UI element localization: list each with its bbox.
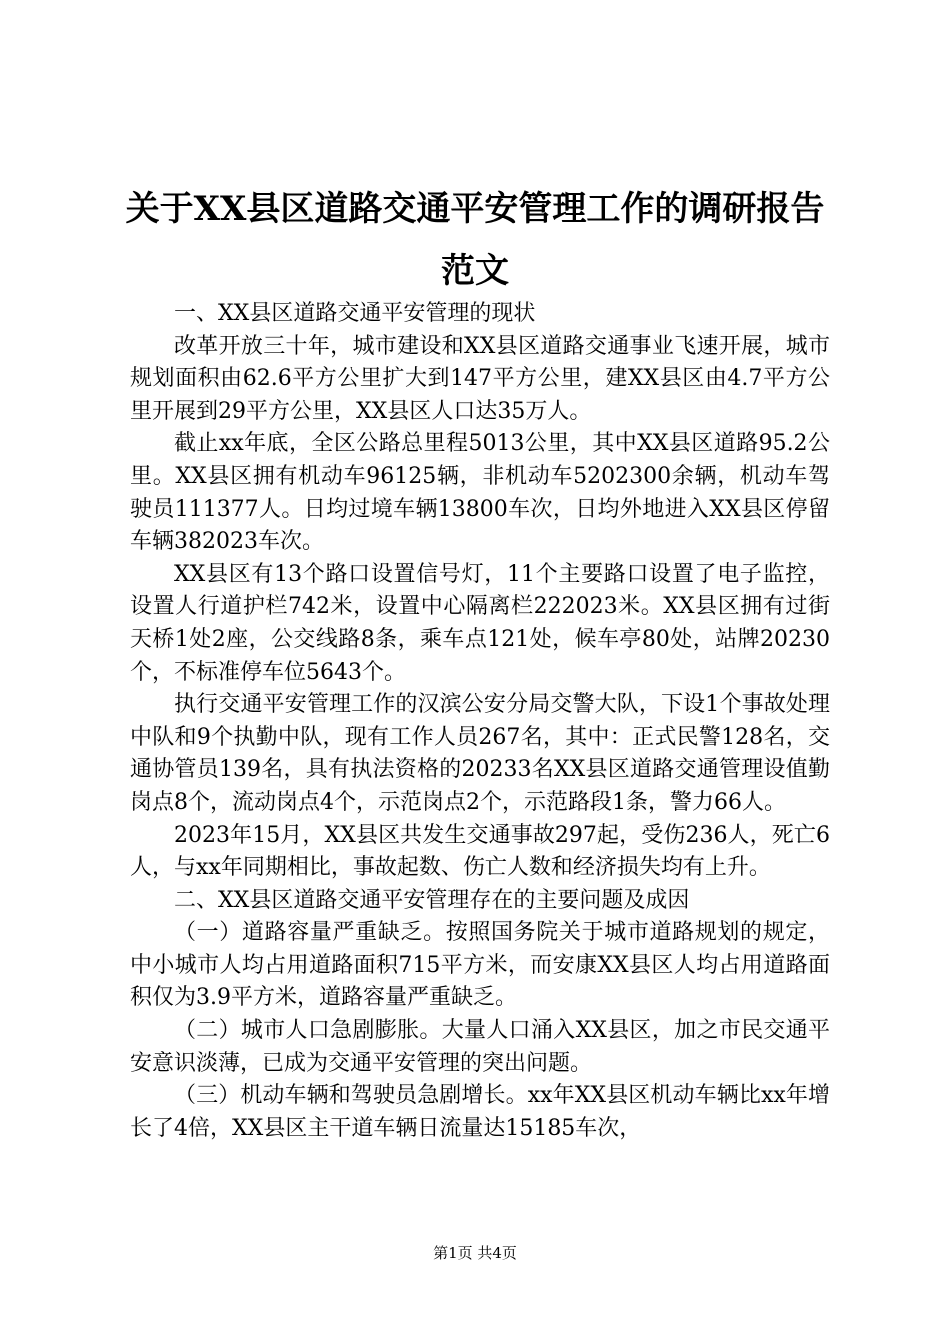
paragraph-police-staffing: 执行交通平安管理工作的汉滨公安分局交警大队，下设1个事故处理中队和9个执勤中队，现有工作人员267名，其中：正式民警128名，交通协管员139名，具有执法资格的20233名XX县区道路交通管理设值勤岗点8个，流动岗点4个，示范岗点2个，示范路段1条，警力66人。	[130, 692, 830, 815]
document-title: 关于XX县区道路交通平安管理工作的调研报告范文	[125, 189, 825, 291]
paragraph-road-and-vehicle-stats: 截止xx年底，全区公路总里程5013公里，其中XX县区道路95.2公里。XX县区拥有机动车96125辆，非机动车5202300余辆，机动车驾驶员111377人。日均过境车辆13800车次，日均外地进入XX县区停留车辆382023车次。	[130, 431, 830, 555]
paragraph-city-development: 改革开放三十年，城市建设和XX县区道路交通事业飞速开展，城市规划面积由62.6平方公里扩大到147平方公里，建XX县区由4.7平方公里开展到29平方公里，XX县区人口达35万人。	[130, 333, 830, 424]
section-heading-current-status: 一、XX县区道路交通平安管理的现状	[174, 301, 536, 326]
section-heading-problems: 二、XX县区道路交通平安管理存在的主要问题及成因	[174, 887, 690, 913]
paragraph-road-capacity: （一）道路容量严重缺乏。按照国务院关于城市道路规划的规定，中小城市人均占用道路面积715平方米，而安康XX县区人均占用道路面积仅为3.9平方米，道路容量严重缺乏。	[130, 920, 830, 1011]
paragraph-accident-stats: 2023年15月，XX县区共发生交通事故297起，受伤236人，死亡6人，与xx年同期相比，事故起数、伤亡人数和经济损失均有上升。	[130, 822, 830, 881]
paragraph-vehicle-growth: （三）机动车辆和驾驶员急剧增长。xx年XX县区机动车辆比xx年增长了4倍，XX县区主干道车辆日流量达15185车次，	[130, 1083, 830, 1141]
paragraph-population-growth: （二）城市人口急剧膨胀。大量人口涌入XX县区，加之市民交通平安意识淡薄，已成为交通平安管理的突出问题。	[130, 1018, 830, 1076]
document-body	[130, 298, 830, 1145]
paragraph-traffic-facilities: XX县区有13个路口设置信号灯，11个主要路口设置了电子监控，设置人行道护栏742米，设置中心隔离栏222023米。XX县区拥有过街天桥1处2座，公交线路8条，乘车点121处，候车亭80处，站牌20230个，不标准停车位5643个。	[130, 561, 830, 685]
page-footer: 第1页 共4页	[433, 1244, 517, 1262]
